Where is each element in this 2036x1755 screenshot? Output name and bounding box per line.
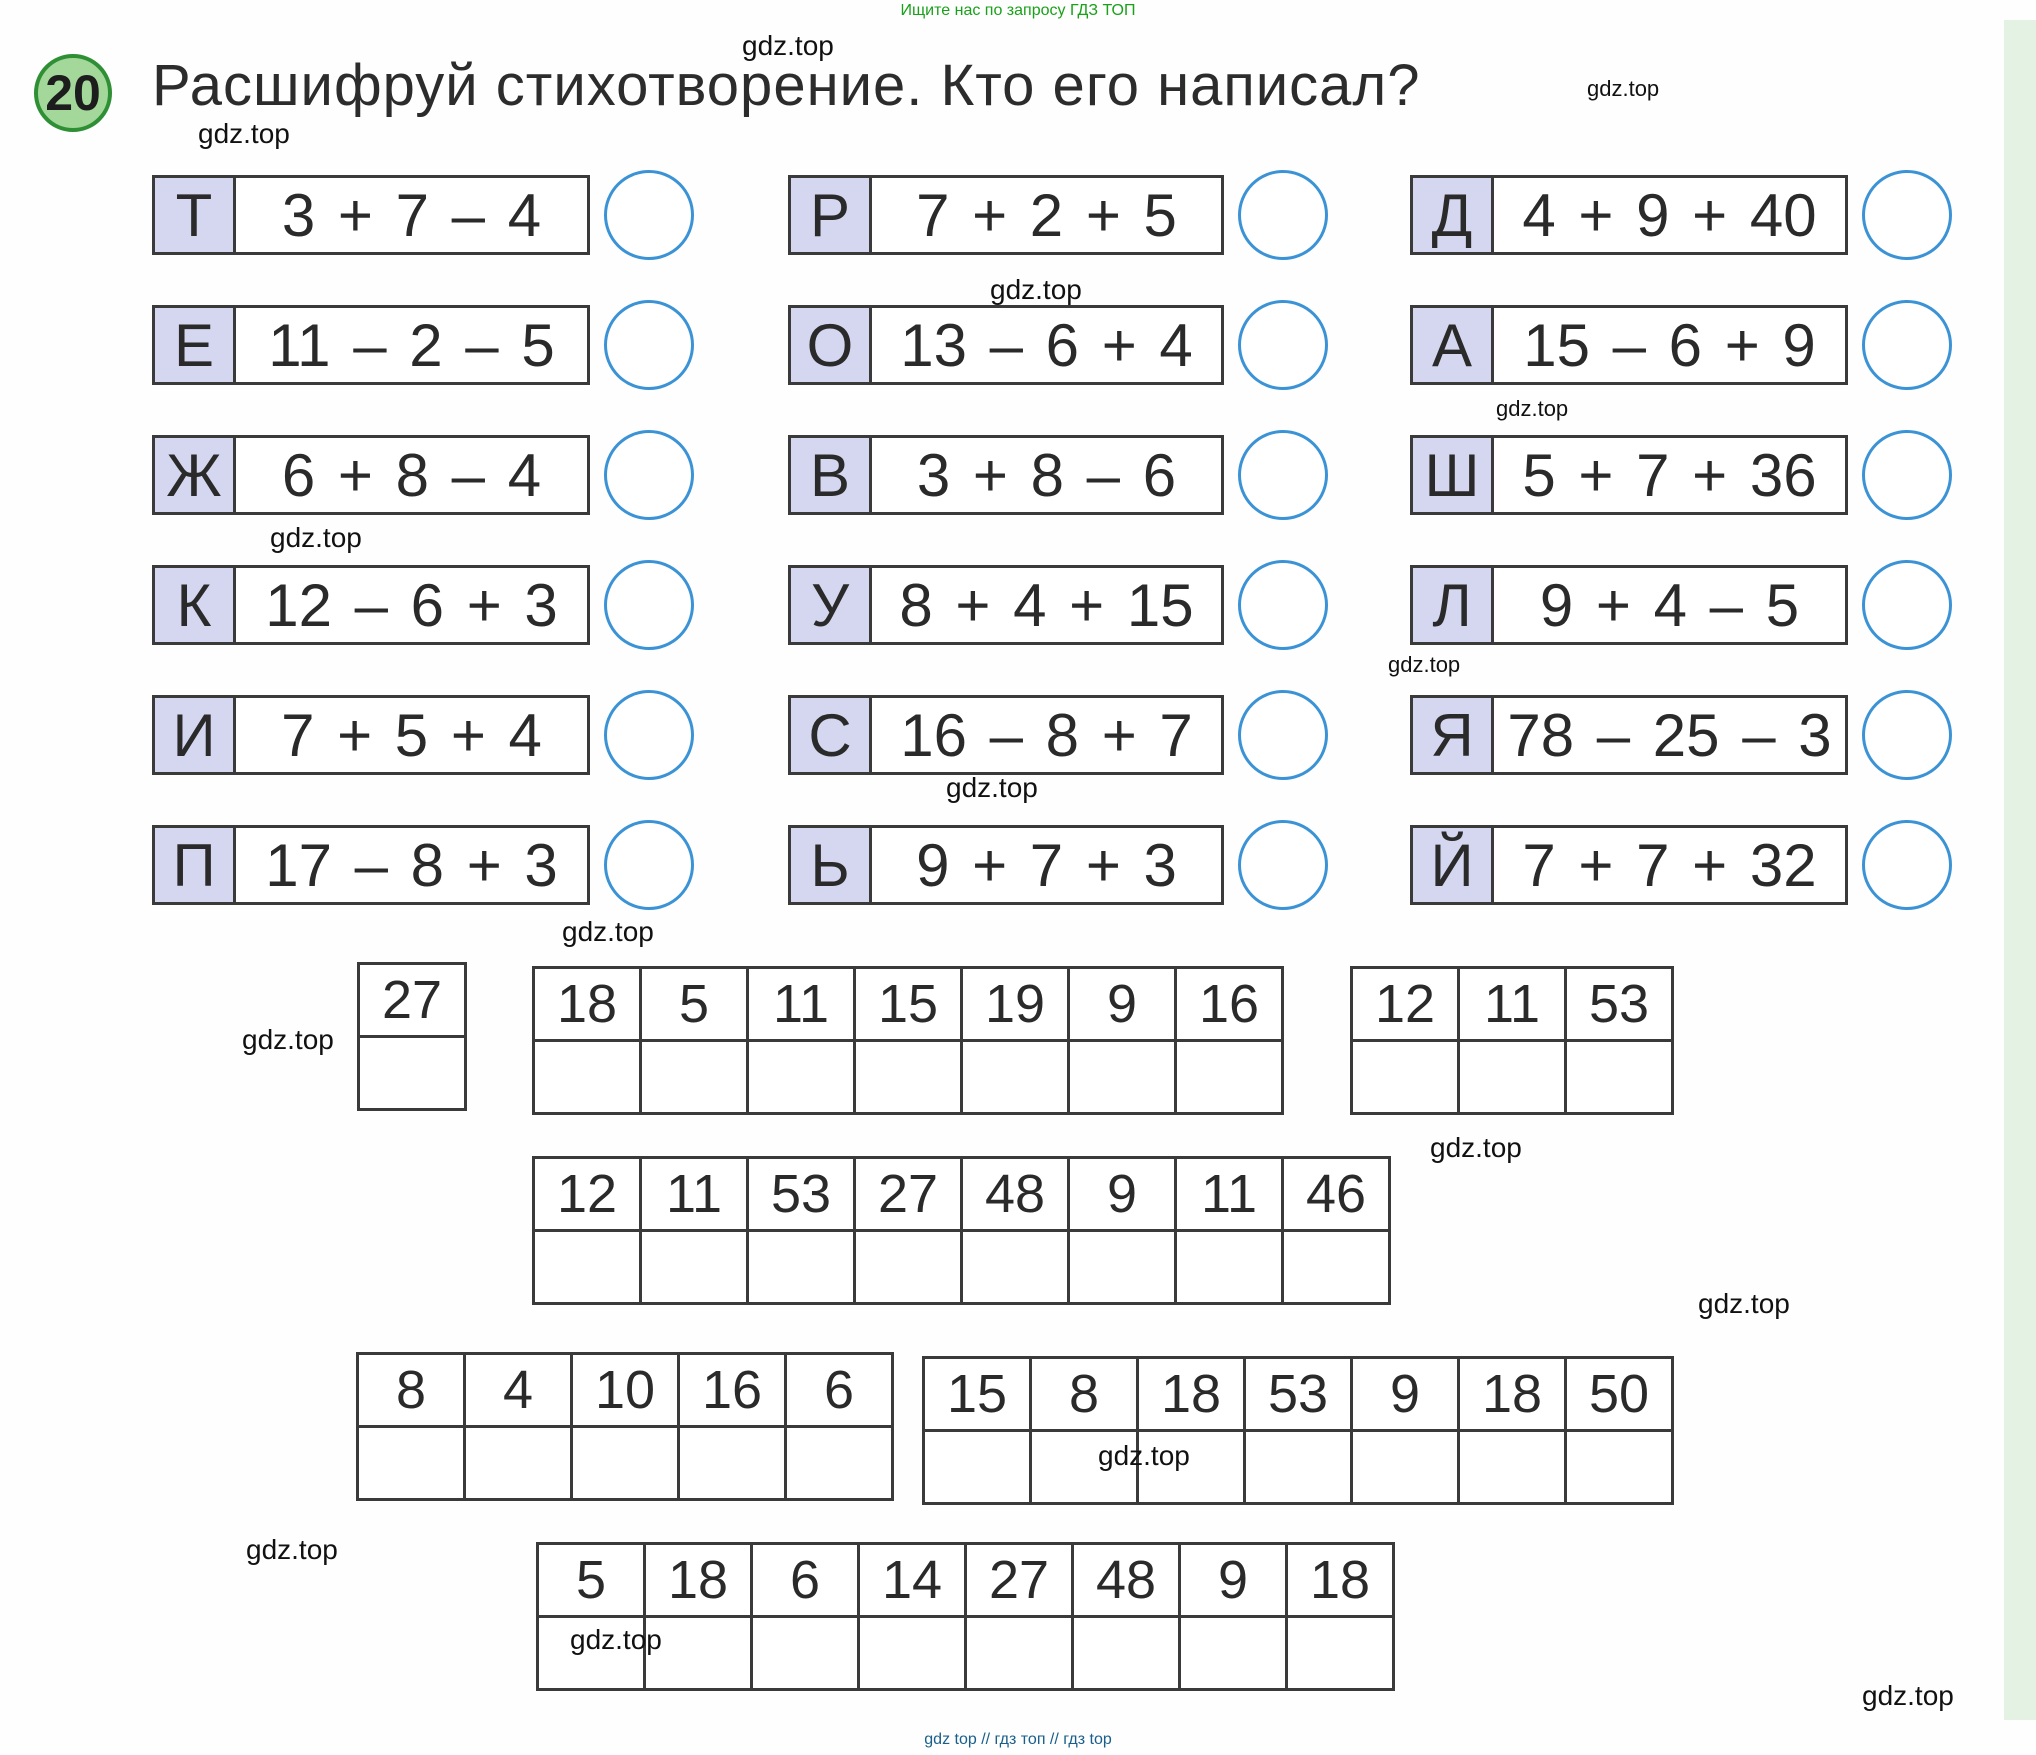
answer-cell[interactable] xyxy=(1352,1431,1459,1504)
card-expression: 13 – 6 + 4 xyxy=(900,311,1193,379)
card-expression: 15 – 6 + 9 xyxy=(1523,311,1816,379)
code-number: 11 xyxy=(748,968,855,1041)
watermark: gdz.top xyxy=(246,1534,338,1565)
answer-cell[interactable] xyxy=(572,1427,679,1500)
cipher-card xyxy=(152,560,694,650)
code-number: 27 xyxy=(966,1544,1073,1617)
code-number: 15 xyxy=(924,1358,1031,1431)
cipher-card xyxy=(1410,170,1952,260)
watermark: gdz.top xyxy=(570,1624,662,1655)
watermark: gdz.top xyxy=(742,30,834,61)
code-number: 19 xyxy=(962,968,1069,1041)
card-expression: 5 + 7 + 36 xyxy=(1522,441,1817,509)
card-expression: 4 + 9 + 40 xyxy=(1522,181,1817,249)
card-letter: Й xyxy=(1413,828,1494,902)
code-number: 48 xyxy=(962,1158,1069,1231)
cipher-card xyxy=(788,430,1328,520)
code-number: 16 xyxy=(679,1354,786,1427)
answer-circle[interactable] xyxy=(1238,820,1328,910)
code-word-grid xyxy=(357,962,467,1111)
answer-cell[interactable] xyxy=(1069,1041,1176,1114)
cipher-card xyxy=(1410,300,1952,390)
card-letter: Ж xyxy=(155,438,236,512)
card-letter: С xyxy=(791,698,872,772)
code-number: 5 xyxy=(641,968,748,1041)
cipher-card xyxy=(152,690,694,780)
footer-note: gdz top // гдз топ // гдз top xyxy=(924,1731,1112,1748)
answer-circle[interactable] xyxy=(1862,430,1952,520)
answer-cell[interactable] xyxy=(1287,1617,1394,1690)
code-number: 8 xyxy=(1031,1358,1138,1431)
watermark: gdz.top xyxy=(1098,1440,1190,1471)
code-number: 11 xyxy=(1459,968,1566,1041)
code-number: 18 xyxy=(1138,1358,1245,1431)
card-letter: Т xyxy=(155,178,236,252)
answer-cell[interactable] xyxy=(748,1041,855,1114)
card-letter: П xyxy=(155,828,236,902)
answer-cell[interactable] xyxy=(1566,1431,1673,1504)
answer-circle[interactable] xyxy=(604,690,694,780)
code-number: 14 xyxy=(859,1544,966,1617)
watermark: gdz.top xyxy=(1587,76,1660,101)
code-number: 5 xyxy=(538,1544,645,1617)
answer-circle[interactable] xyxy=(1862,820,1952,910)
code-number: 8 xyxy=(358,1354,465,1427)
card-expression: 7 + 5 + 4 xyxy=(281,701,542,769)
code-number: 4 xyxy=(465,1354,572,1427)
card-letter: В xyxy=(791,438,872,512)
card-expression: 9 + 7 + 3 xyxy=(916,831,1177,899)
answer-circle[interactable] xyxy=(1862,170,1952,260)
card-letter: Ь xyxy=(791,828,872,902)
card-expression: 78 – 25 – 3 xyxy=(1507,701,1832,769)
code-word-grid xyxy=(922,1356,1674,1505)
code-number: 18 xyxy=(645,1544,752,1617)
cipher-card xyxy=(788,300,1328,390)
cipher-card xyxy=(152,170,694,260)
answer-cell[interactable] xyxy=(359,1037,466,1110)
code-number: 27 xyxy=(359,964,466,1037)
code-word-grid xyxy=(536,1542,1395,1691)
answer-circle[interactable] xyxy=(604,170,694,260)
answer-cell[interactable] xyxy=(966,1617,1073,1690)
watermark: gdz.top xyxy=(1862,1680,1954,1711)
answer-circle[interactable] xyxy=(1238,170,1328,260)
card-expression: 17 – 8 + 3 xyxy=(265,831,558,899)
code-number: 11 xyxy=(641,1158,748,1231)
answer-cell[interactable] xyxy=(924,1431,1031,1504)
answer-cell[interactable] xyxy=(1459,1431,1566,1504)
cipher-card xyxy=(1410,820,1952,910)
watermark: gdz.top xyxy=(270,522,362,553)
answer-cell[interactable] xyxy=(465,1427,572,1500)
code-word-grid xyxy=(356,1352,894,1501)
code-number: 18 xyxy=(534,968,641,1041)
watermark: gdz.top xyxy=(562,916,654,947)
card-letter: У xyxy=(791,568,872,642)
answer-cell[interactable] xyxy=(1176,1231,1283,1304)
code-number: 50 xyxy=(1566,1358,1673,1431)
code-number: 9 xyxy=(1069,1158,1176,1231)
cipher-card xyxy=(788,690,1328,780)
answer-circle[interactable] xyxy=(1238,560,1328,650)
answer-cell[interactable] xyxy=(962,1041,1069,1114)
answer-cell[interactable] xyxy=(641,1041,748,1114)
code-number: 18 xyxy=(1459,1358,1566,1431)
card-expression: 3 + 8 – 6 xyxy=(916,441,1177,509)
answer-cell[interactable] xyxy=(679,1427,786,1500)
card-expression: 16 – 8 + 7 xyxy=(900,701,1193,769)
answer-circle[interactable] xyxy=(604,560,694,650)
answer-cell[interactable] xyxy=(1245,1431,1352,1504)
answer-circle[interactable] xyxy=(604,430,694,520)
code-word-grid xyxy=(532,966,1284,1115)
code-number: 18 xyxy=(1287,1544,1394,1617)
code-number: 53 xyxy=(1245,1358,1352,1431)
answer-cell[interactable] xyxy=(1176,1041,1283,1114)
code-number: 27 xyxy=(855,1158,962,1231)
watermark: gdz.top xyxy=(242,1024,334,1055)
cipher-card xyxy=(1410,430,1952,520)
cipher-card xyxy=(1410,690,1952,780)
cipher-card xyxy=(152,430,694,520)
code-number: 16 xyxy=(1176,968,1283,1041)
card-expression: 9 + 4 – 5 xyxy=(1539,571,1800,639)
answer-circle[interactable] xyxy=(1862,560,1952,650)
answer-cell[interactable] xyxy=(1180,1617,1287,1690)
code-number: 9 xyxy=(1069,968,1176,1041)
card-letter: О xyxy=(791,308,872,382)
answer-circle[interactable] xyxy=(1862,690,1952,780)
code-number: 53 xyxy=(748,1158,855,1231)
page-edge-strip xyxy=(2004,20,2036,1720)
answer-cell[interactable] xyxy=(859,1617,966,1690)
answer-cell[interactable] xyxy=(748,1231,855,1304)
code-number: 11 xyxy=(1176,1158,1283,1231)
answer-circle[interactable] xyxy=(1238,690,1328,780)
answer-cell[interactable] xyxy=(752,1617,859,1690)
task-title: Расшифруй стихотворение. Кто его написал? xyxy=(152,53,1421,118)
answer-circle[interactable] xyxy=(604,820,694,910)
watermark: gdz.top xyxy=(1430,1132,1522,1163)
answer-cell[interactable] xyxy=(1073,1617,1180,1690)
card-expression: 3 + 7 – 4 xyxy=(281,181,542,249)
header-note: Ищите нас по запросу ГДЗ ТОП xyxy=(900,2,1136,19)
code-number: 6 xyxy=(752,1544,859,1617)
answer-circle[interactable] xyxy=(604,300,694,390)
answer-cell[interactable] xyxy=(855,1041,962,1114)
cipher-card xyxy=(152,300,694,390)
answer-cell[interactable] xyxy=(534,1041,641,1114)
answer-cell[interactable] xyxy=(534,1231,641,1304)
watermark: gdz.top xyxy=(946,772,1038,803)
cipher-card xyxy=(788,820,1328,910)
card-letter: Е xyxy=(155,308,236,382)
code-number: 15 xyxy=(855,968,962,1041)
watermark: gdz.top xyxy=(990,274,1082,305)
card-expression: 6 + 8 – 4 xyxy=(281,441,542,509)
watermark: gdz.top xyxy=(1388,652,1461,677)
watermark: gdz.top xyxy=(1698,1288,1790,1319)
card-letter: Р xyxy=(791,178,872,252)
card-letter: Л xyxy=(1413,568,1494,642)
card-letter: А xyxy=(1413,308,1494,382)
code-number: 12 xyxy=(1352,968,1459,1041)
task-number-badge: 20 xyxy=(34,54,112,132)
code-word-grid xyxy=(532,1156,1391,1305)
card-expression: 7 + 2 + 5 xyxy=(916,181,1177,249)
card-expression: 8 + 4 + 15 xyxy=(899,571,1194,639)
answer-circle[interactable] xyxy=(1238,430,1328,520)
code-number: 9 xyxy=(1180,1544,1287,1617)
card-letter: К xyxy=(155,568,236,642)
answer-circle[interactable] xyxy=(1238,300,1328,390)
card-letter: Ш xyxy=(1413,438,1494,512)
cipher-card xyxy=(788,170,1328,260)
answer-cell[interactable] xyxy=(855,1231,962,1304)
code-word-grid xyxy=(1350,966,1674,1115)
card-letter: И xyxy=(155,698,236,772)
cipher-card xyxy=(152,820,694,910)
answer-cell[interactable] xyxy=(1459,1041,1566,1114)
watermark: gdz.top xyxy=(1496,396,1569,421)
answer-circle[interactable] xyxy=(1862,300,1952,390)
code-number: 48 xyxy=(1073,1544,1180,1617)
answer-cell[interactable] xyxy=(962,1231,1069,1304)
answer-cell[interactable] xyxy=(1352,1041,1459,1114)
cipher-card xyxy=(1410,560,1952,650)
card-expression: 12 – 6 + 3 xyxy=(265,571,558,639)
answer-cell[interactable] xyxy=(358,1427,465,1500)
card-letter: Д xyxy=(1413,178,1494,252)
code-number: 12 xyxy=(534,1158,641,1231)
code-number: 53 xyxy=(1566,968,1673,1041)
answer-cell[interactable] xyxy=(1566,1041,1673,1114)
card-expression: 11 – 2 – 5 xyxy=(268,311,555,379)
answer-cell[interactable] xyxy=(641,1231,748,1304)
code-number: 6 xyxy=(786,1354,893,1427)
answer-cell[interactable] xyxy=(786,1427,893,1500)
cipher-card xyxy=(788,560,1328,650)
code-number: 9 xyxy=(1352,1358,1459,1431)
code-number: 10 xyxy=(572,1354,679,1427)
answer-cell[interactable] xyxy=(1283,1231,1390,1304)
card-letter: Я xyxy=(1413,698,1494,772)
code-number: 46 xyxy=(1283,1158,1390,1231)
watermark: gdz.top xyxy=(198,118,290,149)
card-expression: 7 + 7 + 32 xyxy=(1522,831,1817,899)
answer-cell[interactable] xyxy=(1069,1231,1176,1304)
